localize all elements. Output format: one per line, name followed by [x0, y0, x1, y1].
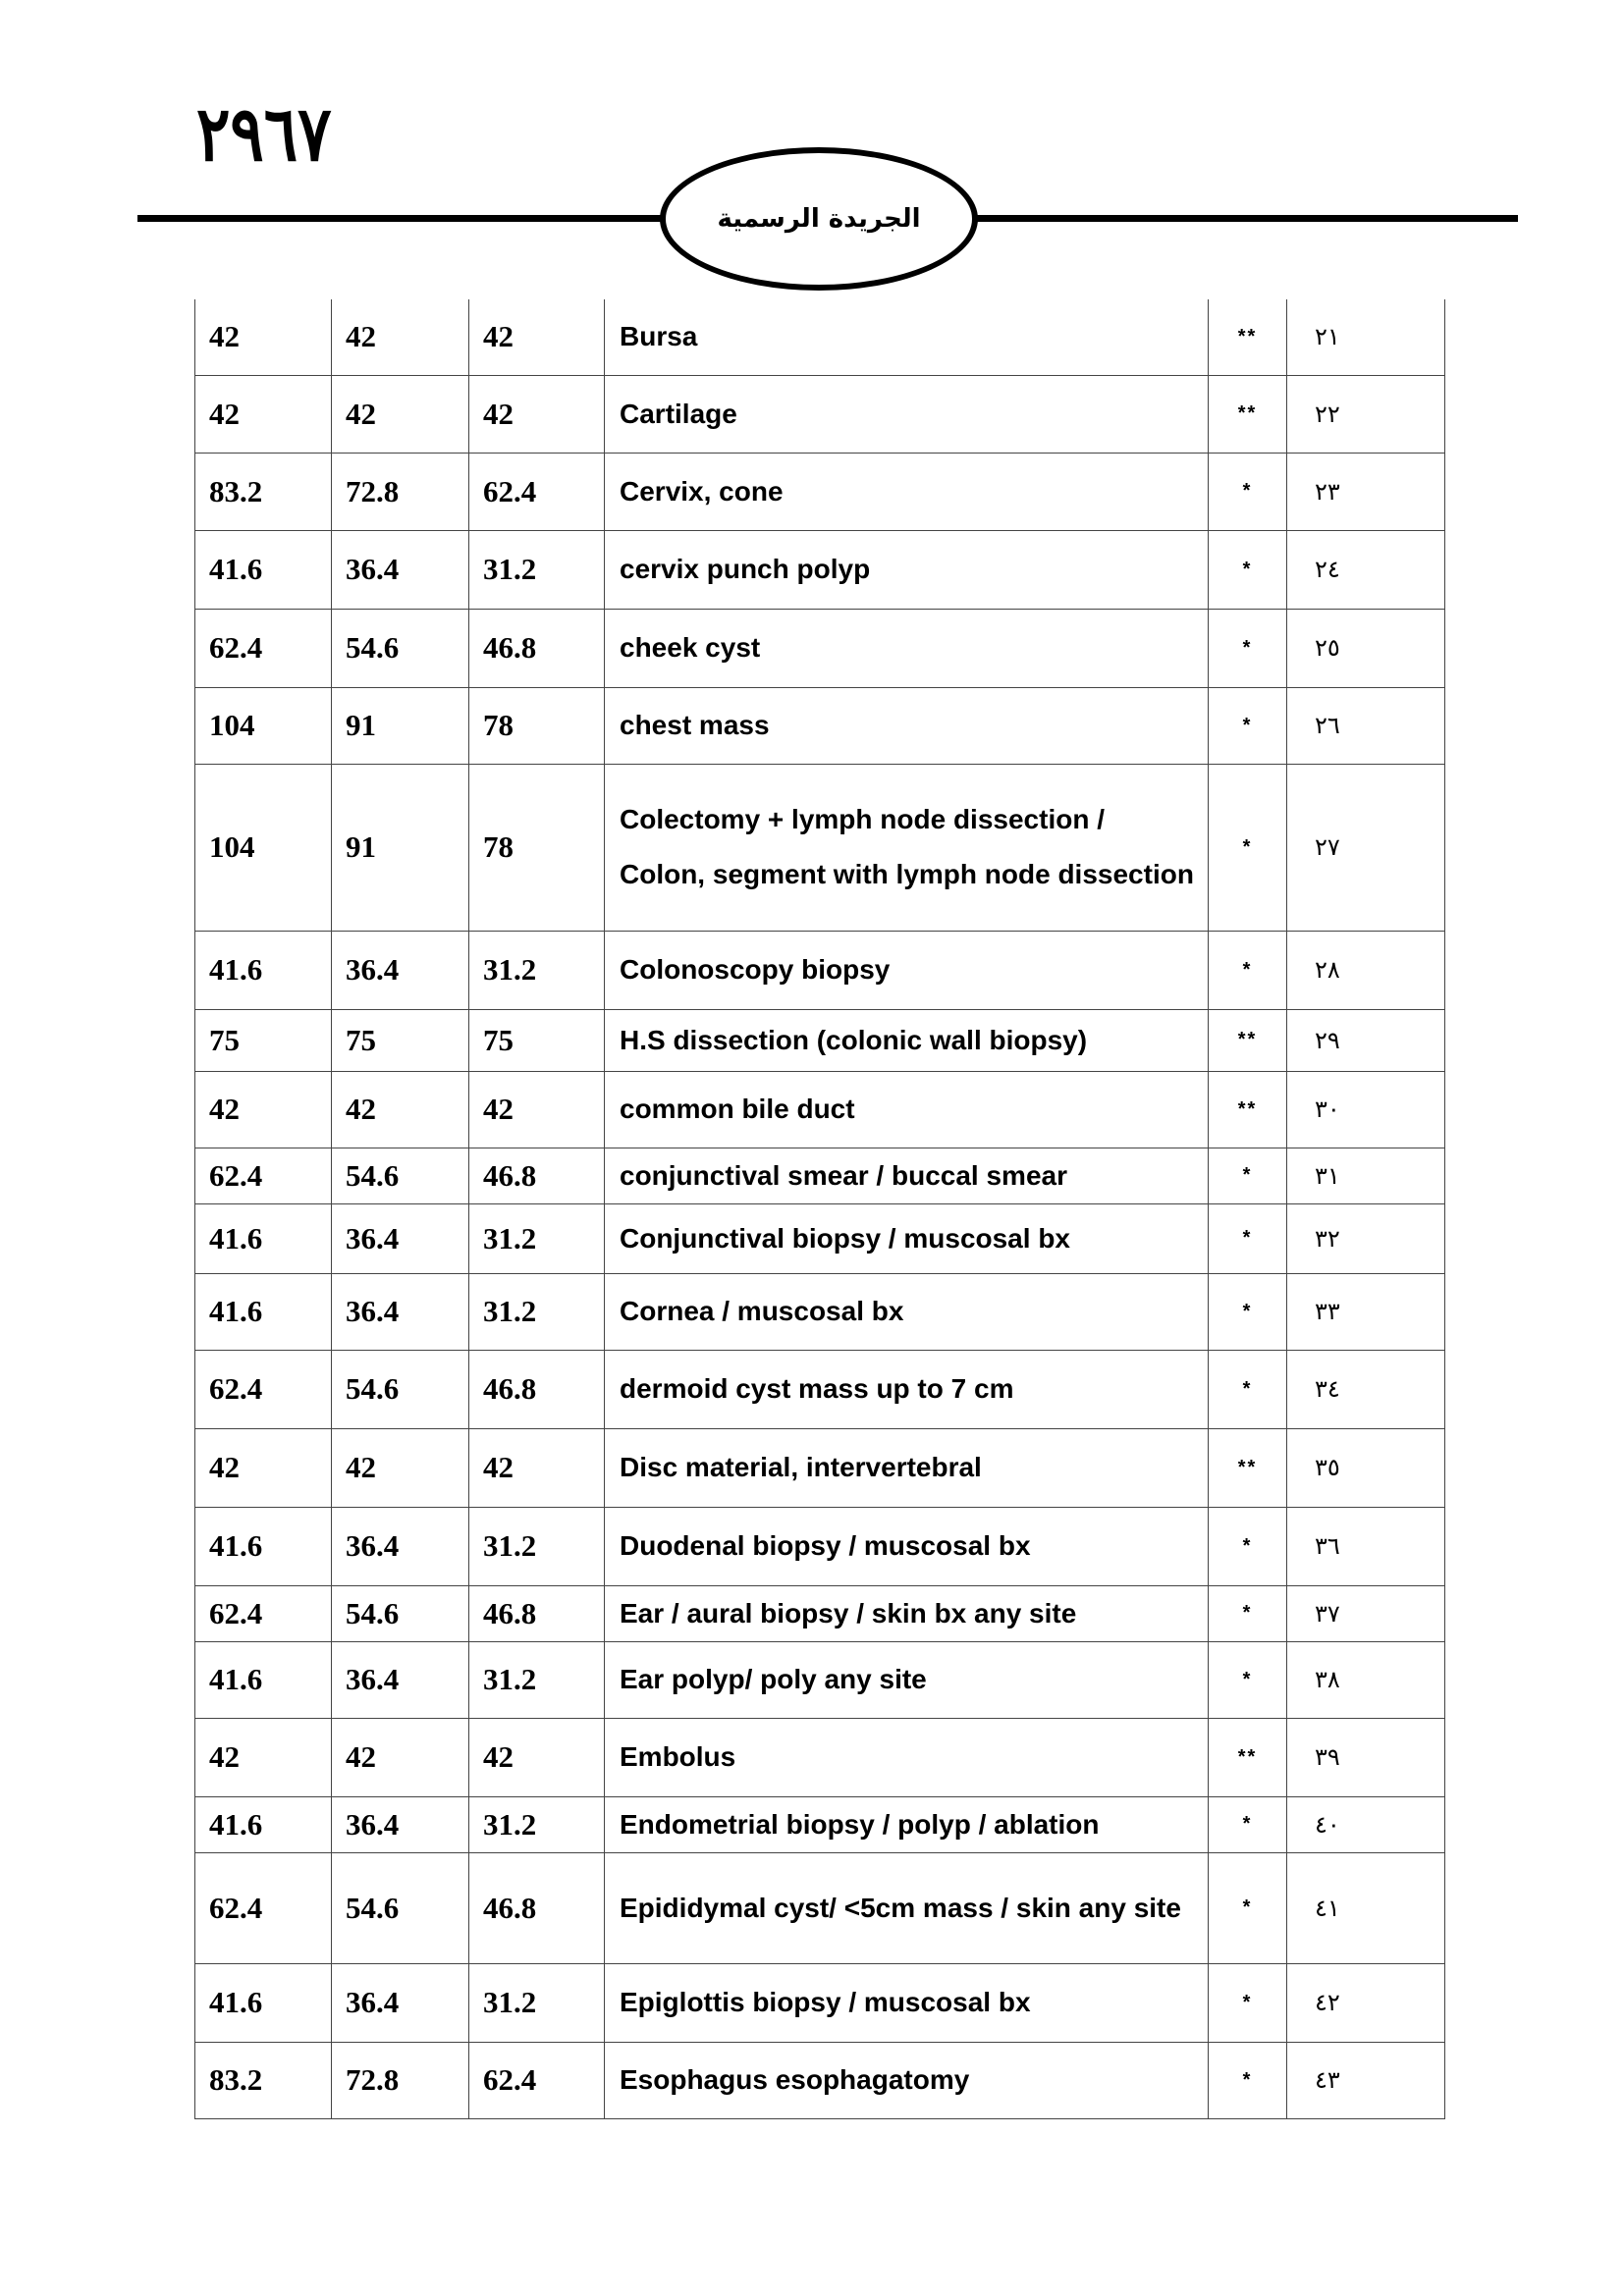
- description-cell: Bursa: [605, 299, 1209, 375]
- price-col-2: 36.4: [332, 1203, 469, 1273]
- description-cell: conjunctival smear / buccal smear: [605, 1148, 1209, 1203]
- table-row: [195, 1852, 1445, 1963]
- price-col-2: 36.4: [332, 931, 469, 1009]
- price-col-1: 42: [195, 1071, 332, 1148]
- price-col-2: 42: [332, 1071, 469, 1148]
- description-cell: Cervix, cone: [605, 453, 1209, 530]
- price-col-1: 41.6: [195, 1507, 332, 1585]
- table-row: [195, 1009, 1445, 1071]
- table-row: [195, 1585, 1445, 1641]
- price-col-3: 31.2: [469, 931, 605, 1009]
- row-number: ٤٠: [1287, 1796, 1445, 1852]
- row-number: ٣٧: [1287, 1585, 1445, 1641]
- description-cell: cheek cyst: [605, 609, 1209, 687]
- price-col-1: 42: [195, 1428, 332, 1507]
- price-col-3: 31.2: [469, 1273, 605, 1350]
- price-col-2: 36.4: [332, 530, 469, 609]
- price-col-2: 91: [332, 687, 469, 764]
- price-col-3: 42: [469, 1718, 605, 1796]
- price-col-2: 75: [332, 1009, 469, 1071]
- row-number: ٢٧: [1287, 764, 1445, 931]
- table-row: [195, 1507, 1445, 1585]
- description-cell: Ear / aural biopsy / skin bx any site: [605, 1585, 1209, 1641]
- description-cell: Epiglottis biopsy / muscosal bx: [605, 1963, 1209, 2042]
- table-row: [195, 1428, 1445, 1507]
- row-number: ٢٢: [1287, 375, 1445, 453]
- row-number: ٢٨: [1287, 931, 1445, 1009]
- table-row: [195, 687, 1445, 764]
- category-mark: *: [1209, 1796, 1287, 1852]
- price-col-3: 46.8: [469, 1585, 605, 1641]
- table-row: [195, 931, 1445, 1009]
- price-col-3: 31.2: [469, 1641, 605, 1718]
- table-row: [195, 1273, 1445, 1350]
- table-row: [195, 764, 1445, 931]
- price-col-2: 54.6: [332, 1350, 469, 1428]
- price-col-2: 36.4: [332, 1796, 469, 1852]
- row-number: ٣٠: [1287, 1071, 1445, 1148]
- category-mark: *: [1209, 1203, 1287, 1273]
- price-col-1: 42: [195, 1718, 332, 1796]
- description-cell: dermoid cyst mass up to 7 cm: [605, 1350, 1209, 1428]
- description-cell: Embolus: [605, 1718, 1209, 1796]
- price-col-2: 72.8: [332, 453, 469, 530]
- price-col-2: 36.4: [332, 1273, 469, 1350]
- price-col-1: 62.4: [195, 609, 332, 687]
- price-col-1: 62.4: [195, 1148, 332, 1203]
- table-row: [195, 1796, 1445, 1852]
- price-col-1: 104: [195, 764, 332, 931]
- price-col-2: 54.6: [332, 1852, 469, 1963]
- description-cell: common bile duct: [605, 1071, 1209, 1148]
- row-number: ٢٦: [1287, 687, 1445, 764]
- category-mark: *: [1209, 453, 1287, 530]
- price-col-2: 72.8: [332, 2042, 469, 2118]
- description-cell: Esophagus esophagatomy: [605, 2042, 1209, 2118]
- description-cell: Colonoscopy biopsy: [605, 931, 1209, 1009]
- price-col-3: 46.8: [469, 1350, 605, 1428]
- price-col-3: 46.8: [469, 1148, 605, 1203]
- price-col-3: 31.2: [469, 1507, 605, 1585]
- price-col-1: 104: [195, 687, 332, 764]
- page-number: ٢٩٦٧: [196, 90, 332, 180]
- table-row: [195, 1071, 1445, 1148]
- price-col-2: 91: [332, 764, 469, 931]
- row-number: ٤١: [1287, 1852, 1445, 1963]
- description-cell: chest mass: [605, 687, 1209, 764]
- row-number: ٢٣: [1287, 453, 1445, 530]
- category-mark: *: [1209, 530, 1287, 609]
- table-row: [195, 530, 1445, 609]
- category-mark: *: [1209, 609, 1287, 687]
- price-col-1: 41.6: [195, 931, 332, 1009]
- category-mark: *: [1209, 1852, 1287, 1963]
- table-row: [195, 1963, 1445, 2042]
- row-number: ٤٢: [1287, 1963, 1445, 2042]
- description-cell: cervix punch polyp: [605, 530, 1209, 609]
- description-cell: Colectomy + lymph node dissection / Colon, segment with lymph node dissection: [605, 764, 1209, 931]
- row-number: ٣٣: [1287, 1273, 1445, 1350]
- table-row: [195, 609, 1445, 687]
- table-row: [195, 1148, 1445, 1203]
- price-col-3: 78: [469, 764, 605, 931]
- table-row: [195, 299, 1445, 375]
- price-col-1: 41.6: [195, 1963, 332, 2042]
- row-number: ٢٩: [1287, 1009, 1445, 1071]
- price-col-2: 54.6: [332, 609, 469, 687]
- price-col-3: 31.2: [469, 1203, 605, 1273]
- price-col-1: 41.6: [195, 1641, 332, 1718]
- description-cell: Cartilage: [605, 375, 1209, 453]
- row-number: ٣٤: [1287, 1350, 1445, 1428]
- price-col-1: 41.6: [195, 530, 332, 609]
- price-col-2: 42: [332, 375, 469, 453]
- publication-title: الجريدة الرسمية: [717, 204, 921, 234]
- category-mark: *: [1209, 1507, 1287, 1585]
- price-col-2: 54.6: [332, 1148, 469, 1203]
- table-row: [195, 1203, 1445, 1273]
- row-number: ٤٣: [1287, 2042, 1445, 2118]
- price-col-3: 62.4: [469, 453, 605, 530]
- price-col-3: 31.2: [469, 1796, 605, 1852]
- price-col-3: 42: [469, 299, 605, 375]
- row-number: ٣٨: [1287, 1641, 1445, 1718]
- description-cell: Cornea / muscosal bx: [605, 1273, 1209, 1350]
- price-col-1: 83.2: [195, 453, 332, 530]
- table-row: [195, 453, 1445, 530]
- price-col-1: 62.4: [195, 1585, 332, 1641]
- category-mark: *: [1209, 2042, 1287, 2118]
- fee-table: [194, 299, 1445, 2119]
- category-mark: *: [1209, 1641, 1287, 1718]
- category-mark: *: [1209, 764, 1287, 931]
- price-col-2: 42: [332, 1718, 469, 1796]
- category-mark: *: [1209, 1963, 1287, 2042]
- price-col-3: 75: [469, 1009, 605, 1071]
- table-row: [195, 1350, 1445, 1428]
- category-mark: *: [1209, 931, 1287, 1009]
- row-number: ٣٦: [1287, 1507, 1445, 1585]
- header-oval: [660, 147, 978, 291]
- table-row: [195, 1718, 1445, 1796]
- category-mark: **: [1209, 1009, 1287, 1071]
- price-col-3: 46.8: [469, 1852, 605, 1963]
- description-cell: Conjunctival biopsy / muscosal bx: [605, 1203, 1209, 1273]
- row-number: ٢١: [1287, 299, 1445, 375]
- price-col-2: 54.6: [332, 1585, 469, 1641]
- category-mark: **: [1209, 375, 1287, 453]
- price-col-3: 46.8: [469, 609, 605, 687]
- row-number: ٣٥: [1287, 1428, 1445, 1507]
- category-mark: **: [1209, 299, 1287, 375]
- description-cell: Duodenal biopsy / muscosal bx: [605, 1507, 1209, 1585]
- row-number: ٢٤: [1287, 530, 1445, 609]
- description-cell: Epididymal cyst/ <5cm mass / skin any site: [605, 1852, 1209, 1963]
- price-col-3: 42: [469, 1071, 605, 1148]
- price-col-2: 42: [332, 299, 469, 375]
- price-col-1: 62.4: [195, 1852, 332, 1963]
- price-col-2: 36.4: [332, 1963, 469, 2042]
- category-mark: **: [1209, 1718, 1287, 1796]
- price-col-3: 31.2: [469, 530, 605, 609]
- description-cell: H.S dissection (colonic wall biopsy): [605, 1009, 1209, 1071]
- description-cell: Ear polyp/ poly any site: [605, 1641, 1209, 1718]
- row-number: ٢٥: [1287, 609, 1445, 687]
- price-col-3: 42: [469, 1428, 605, 1507]
- price-col-1: 75: [195, 1009, 332, 1071]
- price-col-1: 42: [195, 375, 332, 453]
- row-number: ٣٩: [1287, 1718, 1445, 1796]
- category-mark: *: [1209, 1585, 1287, 1641]
- price-col-1: 42: [195, 299, 332, 375]
- price-col-1: 41.6: [195, 1796, 332, 1852]
- price-col-3: 42: [469, 375, 605, 453]
- price-col-1: 62.4: [195, 1350, 332, 1428]
- price-col-3: 78: [469, 687, 605, 764]
- category-mark: *: [1209, 1273, 1287, 1350]
- category-mark: *: [1209, 1350, 1287, 1428]
- price-col-2: 42: [332, 1428, 469, 1507]
- category-mark: *: [1209, 687, 1287, 764]
- price-col-1: 41.6: [195, 1203, 332, 1273]
- row-number: ٣١: [1287, 1148, 1445, 1203]
- price-col-3: 31.2: [469, 1963, 605, 2042]
- table-row: [195, 375, 1445, 453]
- price-col-2: 36.4: [332, 1641, 469, 1718]
- description-cell: Disc material, intervertebral: [605, 1428, 1209, 1507]
- price-col-3: 62.4: [469, 2042, 605, 2118]
- category-mark: *: [1209, 1148, 1287, 1203]
- table-row: [195, 2042, 1445, 2118]
- price-col-2: 36.4: [332, 1507, 469, 1585]
- category-mark: **: [1209, 1428, 1287, 1507]
- price-col-1: 41.6: [195, 1273, 332, 1350]
- row-number: ٣٢: [1287, 1203, 1445, 1273]
- description-cell: Endometrial biopsy / polyp / ablation: [605, 1796, 1209, 1852]
- price-col-1: 83.2: [195, 2042, 332, 2118]
- table-row: [195, 1641, 1445, 1718]
- category-mark: **: [1209, 1071, 1287, 1148]
